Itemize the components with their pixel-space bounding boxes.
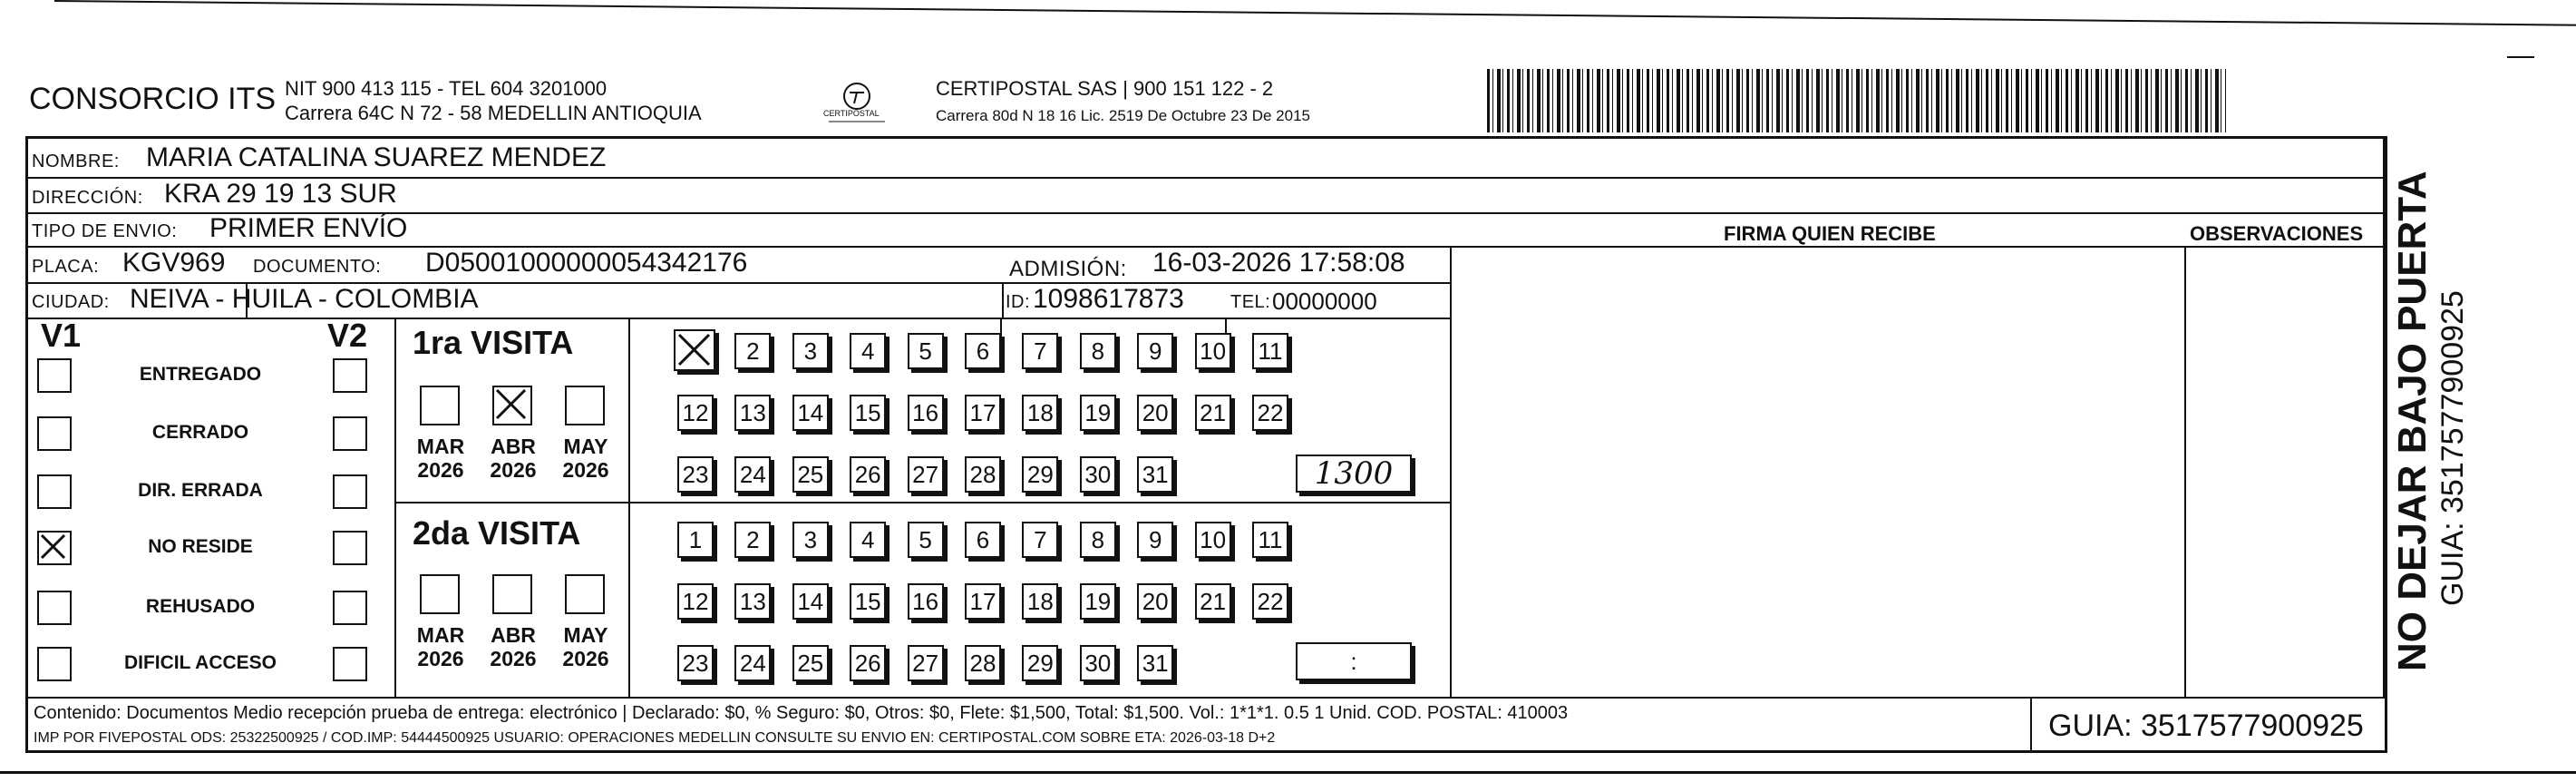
day-box[interactable]: [734, 333, 771, 369]
day-box[interactable]: [1137, 522, 1173, 558]
day-box[interactable]: [734, 522, 771, 558]
x-mark-icon: [494, 387, 530, 423]
day-number: 8: [1091, 525, 1105, 553]
day-number: 1: [688, 525, 703, 553]
day-number: 9: [1148, 525, 1162, 553]
day-number: 2: [746, 337, 760, 365]
day-box[interactable]: [792, 583, 829, 620]
day-box[interactable]: [908, 395, 944, 431]
year-label: 2026: [490, 458, 537, 482]
day-box[interactable]: [734, 456, 771, 493]
day-number: 18: [1026, 398, 1054, 426]
admision-label: ADMISIÓN:: [1009, 257, 1127, 281]
day-number: 17: [969, 587, 996, 615]
certipostal-line: CERTIPOSTAL SAS | 900 151 122 - 2: [936, 77, 1274, 100]
day-number: 3: [803, 337, 818, 365]
month-checkbox[interactable]: [492, 386, 532, 425]
day-number: 14: [797, 398, 824, 426]
day-number: 4: [860, 337, 875, 365]
day-box[interactable]: [1022, 395, 1058, 431]
logo-text: CERTIPOSTAL: [823, 109, 880, 118]
firma-label: FIRMA QUIEN RECIBE: [1724, 222, 1936, 245]
day-box[interactable]: [908, 583, 944, 620]
day-box[interactable]: [734, 645, 771, 681]
top-edge: [54, 0, 2576, 26]
day-box[interactable]: [1137, 583, 1173, 620]
day-box[interactable]: [792, 456, 829, 493]
day-box[interactable]: [1252, 333, 1288, 369]
corner-dash: [2507, 56, 2534, 58]
day-number: 17: [969, 398, 996, 426]
day-box[interactable]: [1022, 456, 1058, 493]
month-checkbox[interactable]: [420, 574, 460, 614]
documento-value: D05001000000054342176: [425, 248, 748, 278]
day-number: 15: [854, 587, 881, 615]
nombre-label: NOMBRE:: [32, 152, 120, 171]
day-number: 20: [1142, 398, 1169, 426]
day-number: 26: [854, 649, 881, 677]
day-box[interactable]: [965, 333, 1001, 369]
day-box[interactable]: [850, 583, 886, 620]
visit2-title: 2da VISITA: [413, 514, 581, 552]
day-number: 21: [1200, 587, 1227, 615]
placa-value: KGV969: [122, 248, 226, 278]
visit2-time: :: [1350, 647, 1357, 675]
v2-checkbox[interactable]: [333, 591, 367, 625]
direccion-value: KRA 29 19 13 SUR: [164, 179, 397, 209]
id-label: ID:: [1006, 292, 1031, 312]
day-box[interactable]: [1022, 583, 1058, 620]
day-number: 5: [919, 337, 932, 365]
day-number: 12: [682, 587, 709, 615]
company-address: Carrera 64C N 72 - 58 MEDELLIN ANTIOQUIA: [285, 102, 702, 124]
day-number: 16: [912, 398, 939, 426]
month-checkbox[interactable]: [565, 574, 605, 614]
day-number: 29: [1026, 649, 1054, 677]
certipostal-address: Carrera 80d N 18 16 Lic. 2519 De Octubre 23 De 2015: [936, 107, 1310, 124]
day-number: 14: [797, 587, 824, 615]
v1-label: V1: [41, 317, 82, 354]
barcode: [1487, 69, 2226, 132]
day-number: 21: [1200, 398, 1227, 426]
day-number: 24: [739, 649, 766, 677]
day-number: 31: [1142, 649, 1169, 677]
day-number: 25: [797, 649, 824, 677]
day-box[interactable]: [1195, 522, 1231, 558]
contenido-line: Contenido: Documentos Medio recepción prueba de entrega: electrónico | Declarado: $0, % Seguro: $0, Otros: $0, Flete: $1,500, Total: $1,500. Vol.: 1*1*1. 0.5 1 Unid. COD. POSTAL: 410003: [34, 703, 1569, 723]
day-box[interactable]: [1137, 333, 1173, 369]
day-box[interactable]: [965, 522, 1001, 558]
day-number: 6: [976, 337, 990, 365]
tipo-envio-label: TIPO DE ENVIO:: [32, 221, 178, 241]
day-number: 7: [1034, 337, 1047, 365]
day-number: 6: [976, 525, 990, 553]
day-number: 26: [854, 460, 881, 488]
delivery-form: [25, 136, 2387, 753]
day-box[interactable]: [1195, 333, 1231, 369]
visit1-title: 1ra VISITA: [413, 324, 574, 361]
day-number: 15: [854, 398, 881, 426]
month-checkbox[interactable]: [492, 574, 532, 614]
ciudad-value: NEIVA - HUILA - COLOMBIA: [130, 284, 479, 314]
day-number: 3: [803, 525, 818, 553]
ciudad-label: CIUDAD:: [32, 292, 110, 312]
day-box[interactable]: [1137, 395, 1173, 431]
day-box[interactable]: [734, 583, 771, 620]
day-box[interactable]: [965, 583, 1001, 620]
day-box[interactable]: [677, 522, 714, 558]
day-number: 11: [1258, 525, 1283, 553]
day-number: 18: [1026, 587, 1054, 615]
day-box[interactable]: [1137, 456, 1173, 493]
v2-checkbox[interactable]: [333, 416, 367, 451]
month-label: MAR: [416, 623, 465, 647]
day-box[interactable]: [965, 395, 1001, 431]
day-box[interactable]: [850, 395, 886, 431]
v1-checkbox[interactable]: [37, 416, 72, 451]
nit-line: NIT 900 413 115 - TEL 604 3201000: [285, 77, 608, 100]
side-warning: NO DEJAR BAJO PUERTA: [2390, 171, 2435, 671]
month-label: MAY: [563, 435, 608, 458]
day-box[interactable]: [965, 456, 1001, 493]
day-number: 19: [1084, 398, 1112, 426]
status-label: ENTREGADO: [139, 364, 262, 385]
day-number: 7: [1034, 525, 1047, 553]
day-box[interactable]: [677, 645, 714, 681]
company-name: CONSORCIO ITS: [29, 82, 277, 116]
bottom-edge: [0, 771, 2576, 774]
month-label: ABR: [491, 623, 536, 647]
v2-checkbox[interactable]: [333, 474, 367, 509]
day-number: 28: [969, 460, 996, 488]
month-label: MAR: [416, 435, 465, 458]
month-label: MAY: [563, 623, 608, 647]
status-label: DIR. ERRADA: [138, 480, 263, 501]
day-box[interactable]: [908, 522, 944, 558]
day-number: 30: [1084, 649, 1112, 677]
day-box[interactable]: [850, 456, 886, 493]
month-checkbox[interactable]: [420, 386, 460, 425]
day-box[interactable]: [1022, 522, 1058, 558]
day-number: 9: [1148, 337, 1162, 365]
day-box[interactable]: [792, 645, 829, 681]
certipostal-logo: [816, 74, 898, 129]
v1-checkbox[interactable]: [37, 647, 72, 681]
v2-label: V2: [327, 317, 368, 354]
day-number: 27: [912, 649, 939, 677]
x-mark-icon: [39, 533, 69, 562]
day-number: 23: [682, 649, 709, 677]
visit2-time-box[interactable]: [1296, 642, 1412, 680]
day-number: 20: [1142, 587, 1169, 615]
admision-value: 16-03-2026 17:58:08: [1152, 248, 1405, 278]
day-number: 10: [1200, 525, 1227, 553]
month-label: ABR: [491, 435, 536, 458]
day-number: 30: [1084, 460, 1112, 488]
year-label: 2026: [417, 458, 464, 482]
observaciones-label: OBSERVACIONES: [2190, 222, 2364, 245]
day-number: 28: [969, 649, 996, 677]
day-box[interactable]: [850, 522, 886, 558]
day-box[interactable]: [677, 395, 714, 431]
documento-label: DOCUMENTO:: [253, 257, 382, 277]
v1-checkbox[interactable]: [37, 531, 72, 565]
day-box[interactable]: [1080, 456, 1116, 493]
v2-checkbox[interactable]: [333, 531, 367, 565]
id-value: 1098617873: [1033, 284, 1184, 314]
day-number: 11: [1258, 337, 1283, 365]
day-box[interactable]: [1195, 395, 1231, 431]
day-box[interactable]: [792, 395, 829, 431]
year-label: 2026: [562, 647, 609, 670]
tel-label: TEL:: [1230, 292, 1271, 312]
day-box[interactable]: [965, 645, 1001, 681]
tel-value: 00000000: [1272, 288, 1377, 315]
day-number: 23: [682, 460, 709, 488]
v1-checkbox[interactable]: [37, 358, 72, 393]
day-number: 10: [1200, 337, 1227, 365]
day-number: 31: [1142, 460, 1169, 488]
status-label: CERRADO: [151, 422, 249, 443]
side-guia: GUIA: 3517577900925: [2435, 290, 2470, 606]
day-number: 2: [746, 525, 760, 553]
v1-checkbox[interactable]: [37, 591, 72, 625]
day-number: 22: [1257, 587, 1284, 615]
day-number: 25: [797, 460, 824, 488]
day-box[interactable]: [677, 583, 714, 620]
visit1-time: 1300: [1314, 455, 1394, 492]
direccion-label: DIRECCIÓN:: [32, 188, 143, 208]
day-box[interactable]: [792, 333, 829, 369]
day-box[interactable]: [850, 333, 886, 369]
day-number: 19: [1084, 587, 1112, 615]
day-box[interactable]: [792, 522, 829, 558]
visit1-time-box[interactable]: [1296, 455, 1412, 493]
day-box[interactable]: [1080, 395, 1116, 431]
day-box[interactable]: [1252, 395, 1288, 431]
day-number: 13: [739, 398, 766, 426]
status-label: NO RESIDE: [148, 536, 253, 557]
day-box[interactable]: [1195, 583, 1231, 620]
year-label: 2026: [417, 647, 464, 670]
day-box[interactable]: [850, 645, 886, 681]
day-number: 29: [1026, 460, 1054, 488]
day-number: 5: [919, 525, 932, 553]
day-box[interactable]: [908, 456, 944, 493]
day-number: 24: [739, 460, 766, 488]
day-box[interactable]: [1080, 333, 1116, 369]
day-number: 13: [739, 587, 766, 615]
day-box[interactable]: [1080, 522, 1116, 558]
status-label: DIFICIL ACCESO: [123, 652, 277, 673]
nombre-value: MARIA CATALINA SUAREZ MENDEZ: [146, 142, 607, 172]
day-box[interactable]: [908, 645, 944, 681]
day-box[interactable]: [1022, 333, 1058, 369]
day-box[interactable]: [1252, 522, 1288, 558]
day-box[interactable]: [908, 333, 944, 369]
day-box[interactable]: [1080, 583, 1116, 620]
v2-checkbox[interactable]: [333, 358, 367, 393]
footer-guia: GUIA: 3517577900925: [2048, 709, 2364, 743]
imp-line: IMP POR FIVEPOSTAL ODS: 25322500925 / COD.IMP: 54444500925 USUARIO: OPERACIONES MEDELLIN CONSULTE SU ENVIO EN: CERTIPOSTAL.COM SOBRE ETA: 2026-03-18 D+2: [34, 730, 1276, 746]
tipo-envio-value: PRIMER ENVÍO: [209, 213, 408, 243]
x-mark-icon: [676, 332, 714, 369]
month-checkbox[interactable]: [565, 386, 605, 425]
day-number: 12: [682, 398, 709, 426]
day-number: 8: [1091, 337, 1105, 365]
year-label: 2026: [562, 458, 609, 482]
day-number: 27: [912, 460, 939, 488]
day-box[interactable]: [1080, 645, 1116, 681]
year-label: 2026: [490, 647, 537, 670]
day-box[interactable]: [734, 395, 771, 431]
day-box[interactable]: [1022, 645, 1058, 681]
day-box[interactable]: [1137, 645, 1173, 681]
day-box[interactable]: [677, 456, 714, 493]
status-label: REHUSADO: [145, 596, 256, 617]
v1-checkbox[interactable]: [37, 474, 72, 509]
day-number: 22: [1257, 398, 1284, 426]
day-box[interactable]: [1252, 583, 1288, 620]
day-number: 16: [912, 587, 939, 615]
placa-label: PLACA:: [32, 257, 100, 277]
v2-checkbox[interactable]: [333, 647, 367, 681]
day-number: 4: [860, 525, 875, 553]
day-box[interactable]: [674, 329, 715, 371]
